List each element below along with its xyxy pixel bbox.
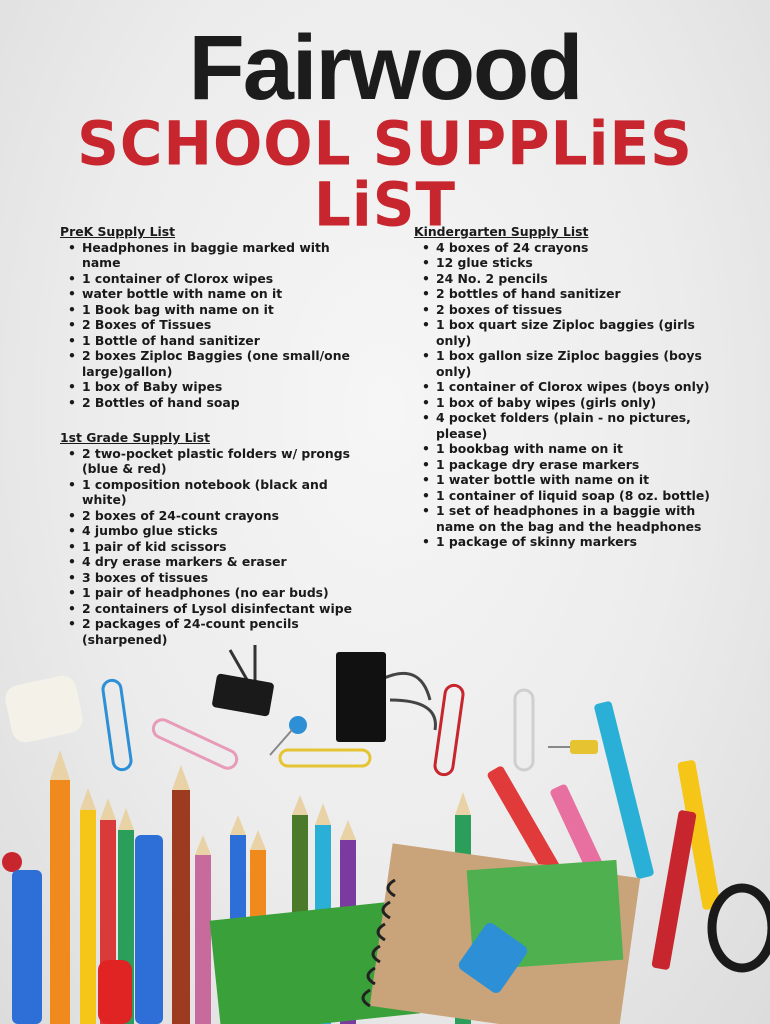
paper-clip-icon (150, 717, 239, 771)
scissors-icon (712, 888, 770, 968)
list-item: • 2 boxes of tissues (436, 302, 714, 318)
binder-clip-icon (336, 652, 435, 742)
list-item: • 2 two-pocket plastic folders w/ prongs (blue & red) (82, 446, 360, 477)
spiral-notebook-icon (210, 843, 641, 1024)
list-item: • 1 bookbag with name on it (436, 441, 714, 457)
first-grade-list (60, 446, 360, 648)
list-item: • 1 pair of headphones (no ear buds) (82, 585, 360, 601)
paper-clip-icon (434, 684, 464, 776)
list-item: • 1 package dry erase markers (436, 457, 714, 473)
list-item: • 1 box gallon size Ziploc baggies (boys only) (436, 348, 714, 379)
list-item: • 1 container of liquid soap (8 oz. bottle) (436, 488, 714, 504)
school-supplies-illustration (0, 640, 770, 1024)
right-column (414, 224, 714, 550)
list-item: • 3 boxes of tissues (82, 570, 360, 586)
prek-section-title: PreK Supply List (60, 224, 176, 239)
push-pin-icon (548, 740, 598, 754)
list-item: • 4 boxes of 24 crayons (436, 240, 714, 256)
list-item: • 24 No. 2 pencils (436, 271, 714, 287)
list-item: • 2 bottles of hand sanitizer (436, 286, 714, 302)
push-pin-icon (2, 852, 22, 872)
paper-clip-icon (102, 679, 132, 771)
list-item: • 2 boxes Ziploc Baggies (one small/one large)gallon) (82, 348, 360, 379)
list-item: • 1 container of Clorox wipes (boys only) (436, 379, 714, 395)
list-item: • 1 box quart size Ziploc baggies (girls only) (436, 317, 714, 348)
paper-clip-icon (280, 750, 370, 766)
list-item: • 4 dry erase markers & eraser (82, 554, 360, 570)
list-item: • water bottle with name on it (82, 286, 360, 302)
kindergarten-list (414, 240, 714, 550)
list-item: • 1 pair of kid scissors (82, 539, 360, 555)
page-title: Fairwood (188, 17, 582, 119)
list-item: • 2 Boxes of Tissues (82, 317, 360, 333)
list-item: • 12 glue sticks (436, 255, 714, 271)
list-item: • 1 Book bag with name on it (82, 302, 360, 318)
prek-list (60, 240, 360, 411)
list-item: • 2 containers of Lysol disinfectant wipe (82, 601, 360, 617)
list-item: • 2 packages of 24-count pencils (sharpened) (82, 616, 360, 647)
list-item: • 1 container of Clorox wipes (82, 271, 360, 287)
kindergarten-section-title: Kindergarten Supply List (414, 224, 589, 239)
list-item: • 4 pocket folders (plain - no pictures, please) (436, 410, 714, 441)
list-item: • 1 water bottle with name on it (436, 472, 714, 488)
list-item: • Headphones in baggie marked with name (82, 240, 360, 271)
left-column (60, 224, 360, 647)
list-item: • 2 Bottles of hand soap (82, 395, 360, 411)
binder-clip-icon (211, 645, 274, 717)
first-grade-section-title: 1st Grade Supply List (60, 430, 211, 445)
list-item: • 1 Bottle of hand sanitizer (82, 333, 360, 349)
paper-clip-icon (515, 690, 533, 770)
page-subtitle: SCHOOL SUPPLiES LiST (77, 107, 693, 241)
list-item: • 1 box of Baby wipes (82, 379, 360, 395)
list-item: • 1 box of baby wipes (girls only) (436, 395, 714, 411)
list-item: • 1 set of headphones in a baggie with name on the bag and the headphones (436, 503, 714, 534)
list-item: • 4 jumbo glue sticks (82, 523, 360, 539)
list-item: • 1 composition notebook (black and white) (82, 477, 360, 508)
list-item: • 2 boxes of 24-count crayons (82, 508, 360, 524)
eraser-icon (3, 673, 85, 745)
list-item: • 1 package of skinny markers (436, 534, 714, 550)
